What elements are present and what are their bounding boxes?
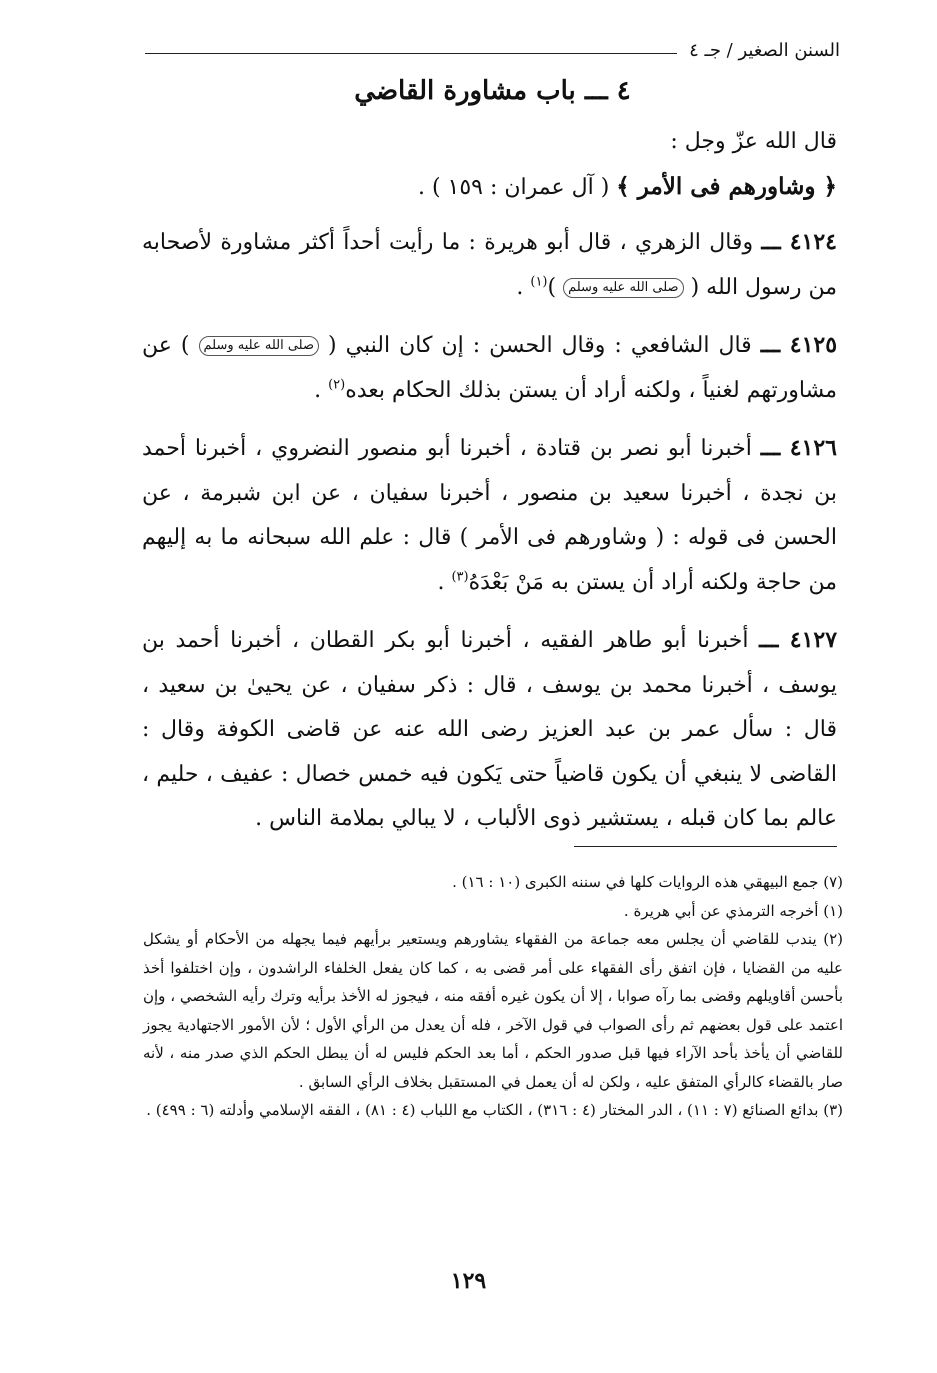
hadith-end: . [437, 569, 452, 595]
main-text [142, 120, 837, 855]
hadith-number: ٤١٢٥ ـــ [760, 332, 838, 358]
hadith-4126 [142, 426, 837, 605]
honorific-seal: صلى الله عليه وسلم [199, 336, 320, 356]
footnote-separator [574, 846, 837, 847]
quran-verse [142, 165, 837, 211]
header-rule [145, 53, 677, 54]
footnote-ref: (٣) [451, 569, 469, 585]
page-number: ١٢٩ [450, 1268, 487, 1294]
footnote-item: (٧) جمع البيهقي هذه الروايات كلها في سننه الكبرى (١٠ : ١٦) . [452, 873, 843, 891]
hadith-end: . [516, 274, 531, 300]
hadith-end: . [314, 377, 329, 403]
hadith-text: أخبرنا أبو طاهر الفقيه ، أخبرنا أبو بكر القطان ، أخبرنا أحمد بن يوسف ، أخبرنا محمد بن يوسف ، قال : ذكر سفيان ، عن يحيىٰ بن سعيد ، قال : سأل عمر بن عبد العزيز رضى الله عنه عن قاضى الكوفة وقال : القاضى لا ينبغي أن يكون قاضياً حتى يَكون فيه خمس خصال : عفيف ، حليم ، عالم بما كان قبله ، يستشير ذوى الألباب ، لا يبالي بملامة الناس . [142, 628, 837, 831]
footnote-item: (٣) بدائع الصنائع (٧ : ١١) ، الدر المختار (٤ : ٣١٦) ، الكتاب مع اللباب (٤ : ٨١) ، الفقه الإسلامي وأدلته (٦ : ٤٩٩) . [146, 1101, 843, 1119]
hadith-text: أخبرنا أبو نصر بن قتادة ، أخبرنا أبو منصور النضروي ، أخبرنا أحمد بن نجدة ، أخبرنا سعيد بن منصور ، أخبرنا سفيان ، عن ابن شبرمة ، عن الحسن فى قوله : ( وشاورهم فى الأمر ) قال : علم الله سبحانه ما به إليهم من حاجة ولكنه أراد أن يستن به مَنْ بَعْدَهُ [142, 436, 837, 595]
hadith-text-end: ) عن مشاورتهم لغنياً ، ولكنه أراد أن يستن بذلك الحكام بعده [142, 333, 837, 403]
hadith-number: ٤١٢٧ ـــ [759, 627, 838, 653]
hadith-4125 [142, 323, 837, 413]
hadith-text: قال الشافعي : وقال الحسن : إن كان النبي ( [328, 333, 752, 358]
footnote-item: (١) أخرجه الترمذي عن أبي هريرة . [623, 901, 843, 920]
chapter-title: ٤ ـــ باب مشاورة القاضي [354, 76, 631, 106]
footnotes [143, 868, 843, 1125]
hadith-text: وقال الزهري ، قال أبو هريرة : ما رأيت أحداً أكثر مشاورة لأصحابه من رسول الله ( [142, 230, 837, 300]
hadith-text-end: ) [547, 274, 557, 300]
verse-text: ﴿ وشاورهم فى الأمر ﴾ [616, 172, 837, 200]
verse-reference: ( آل عمران : ١٥٩ ) . [417, 174, 610, 200]
footnote-item: (٢) يندب للقاضي أن يجلس معه جماعة من الفقهاء يشاورهم ويستعير برأيهم فيما يجهله من الأحكام أو يشكل عليه من القضايا ، فإن اتفق رأى الفقهاء على أمر قضى به ، كما كان يفعل الخلفاء الراشدون ، وإن اختلفوا أخذ بأحسن أقاويلهم وقضى بما رآه صوابا ، إلا أن يكون غيره أفقه منه ، فيجوز له الأخذ برأيه وترك رأيه الشخصي ، وإن اعتمد على قول بعضهم ثم رأى الصواب في قول الآخر ، فله أن يعدل من الرأي الأول ؛ لأن الأمور الاجتهادية يجوز للقاضي أن يأخذ بأحد الآراء فيها قبل صدور الحكم ، أما بعد الحكم فليس له أن يبطل الحكم الذي صدر منه ، لأنه صار بالقضاء كالرأي المتفق عليه ، ولكن له أن يعمل في المستقبل بخلاف الرأي السابق . [143, 930, 843, 1091]
honorific-seal: صلى الله عليه وسلم [563, 278, 684, 298]
footnote-ref: (٢) [328, 377, 346, 393]
intro-line: قال الله عزّ وجل : [670, 129, 837, 154]
hadith-4124 [142, 220, 837, 310]
running-title: السنن الصغير / جـ ٤ [689, 40, 840, 61]
footnote-ref: (١) [530, 274, 548, 290]
running-header [145, 40, 840, 61]
hadith-4127 [142, 618, 837, 842]
hadith-number: ٤١٢٤ ـــ [761, 229, 837, 255]
hadith-number: ٤١٢٦ ـــ [760, 435, 837, 461]
